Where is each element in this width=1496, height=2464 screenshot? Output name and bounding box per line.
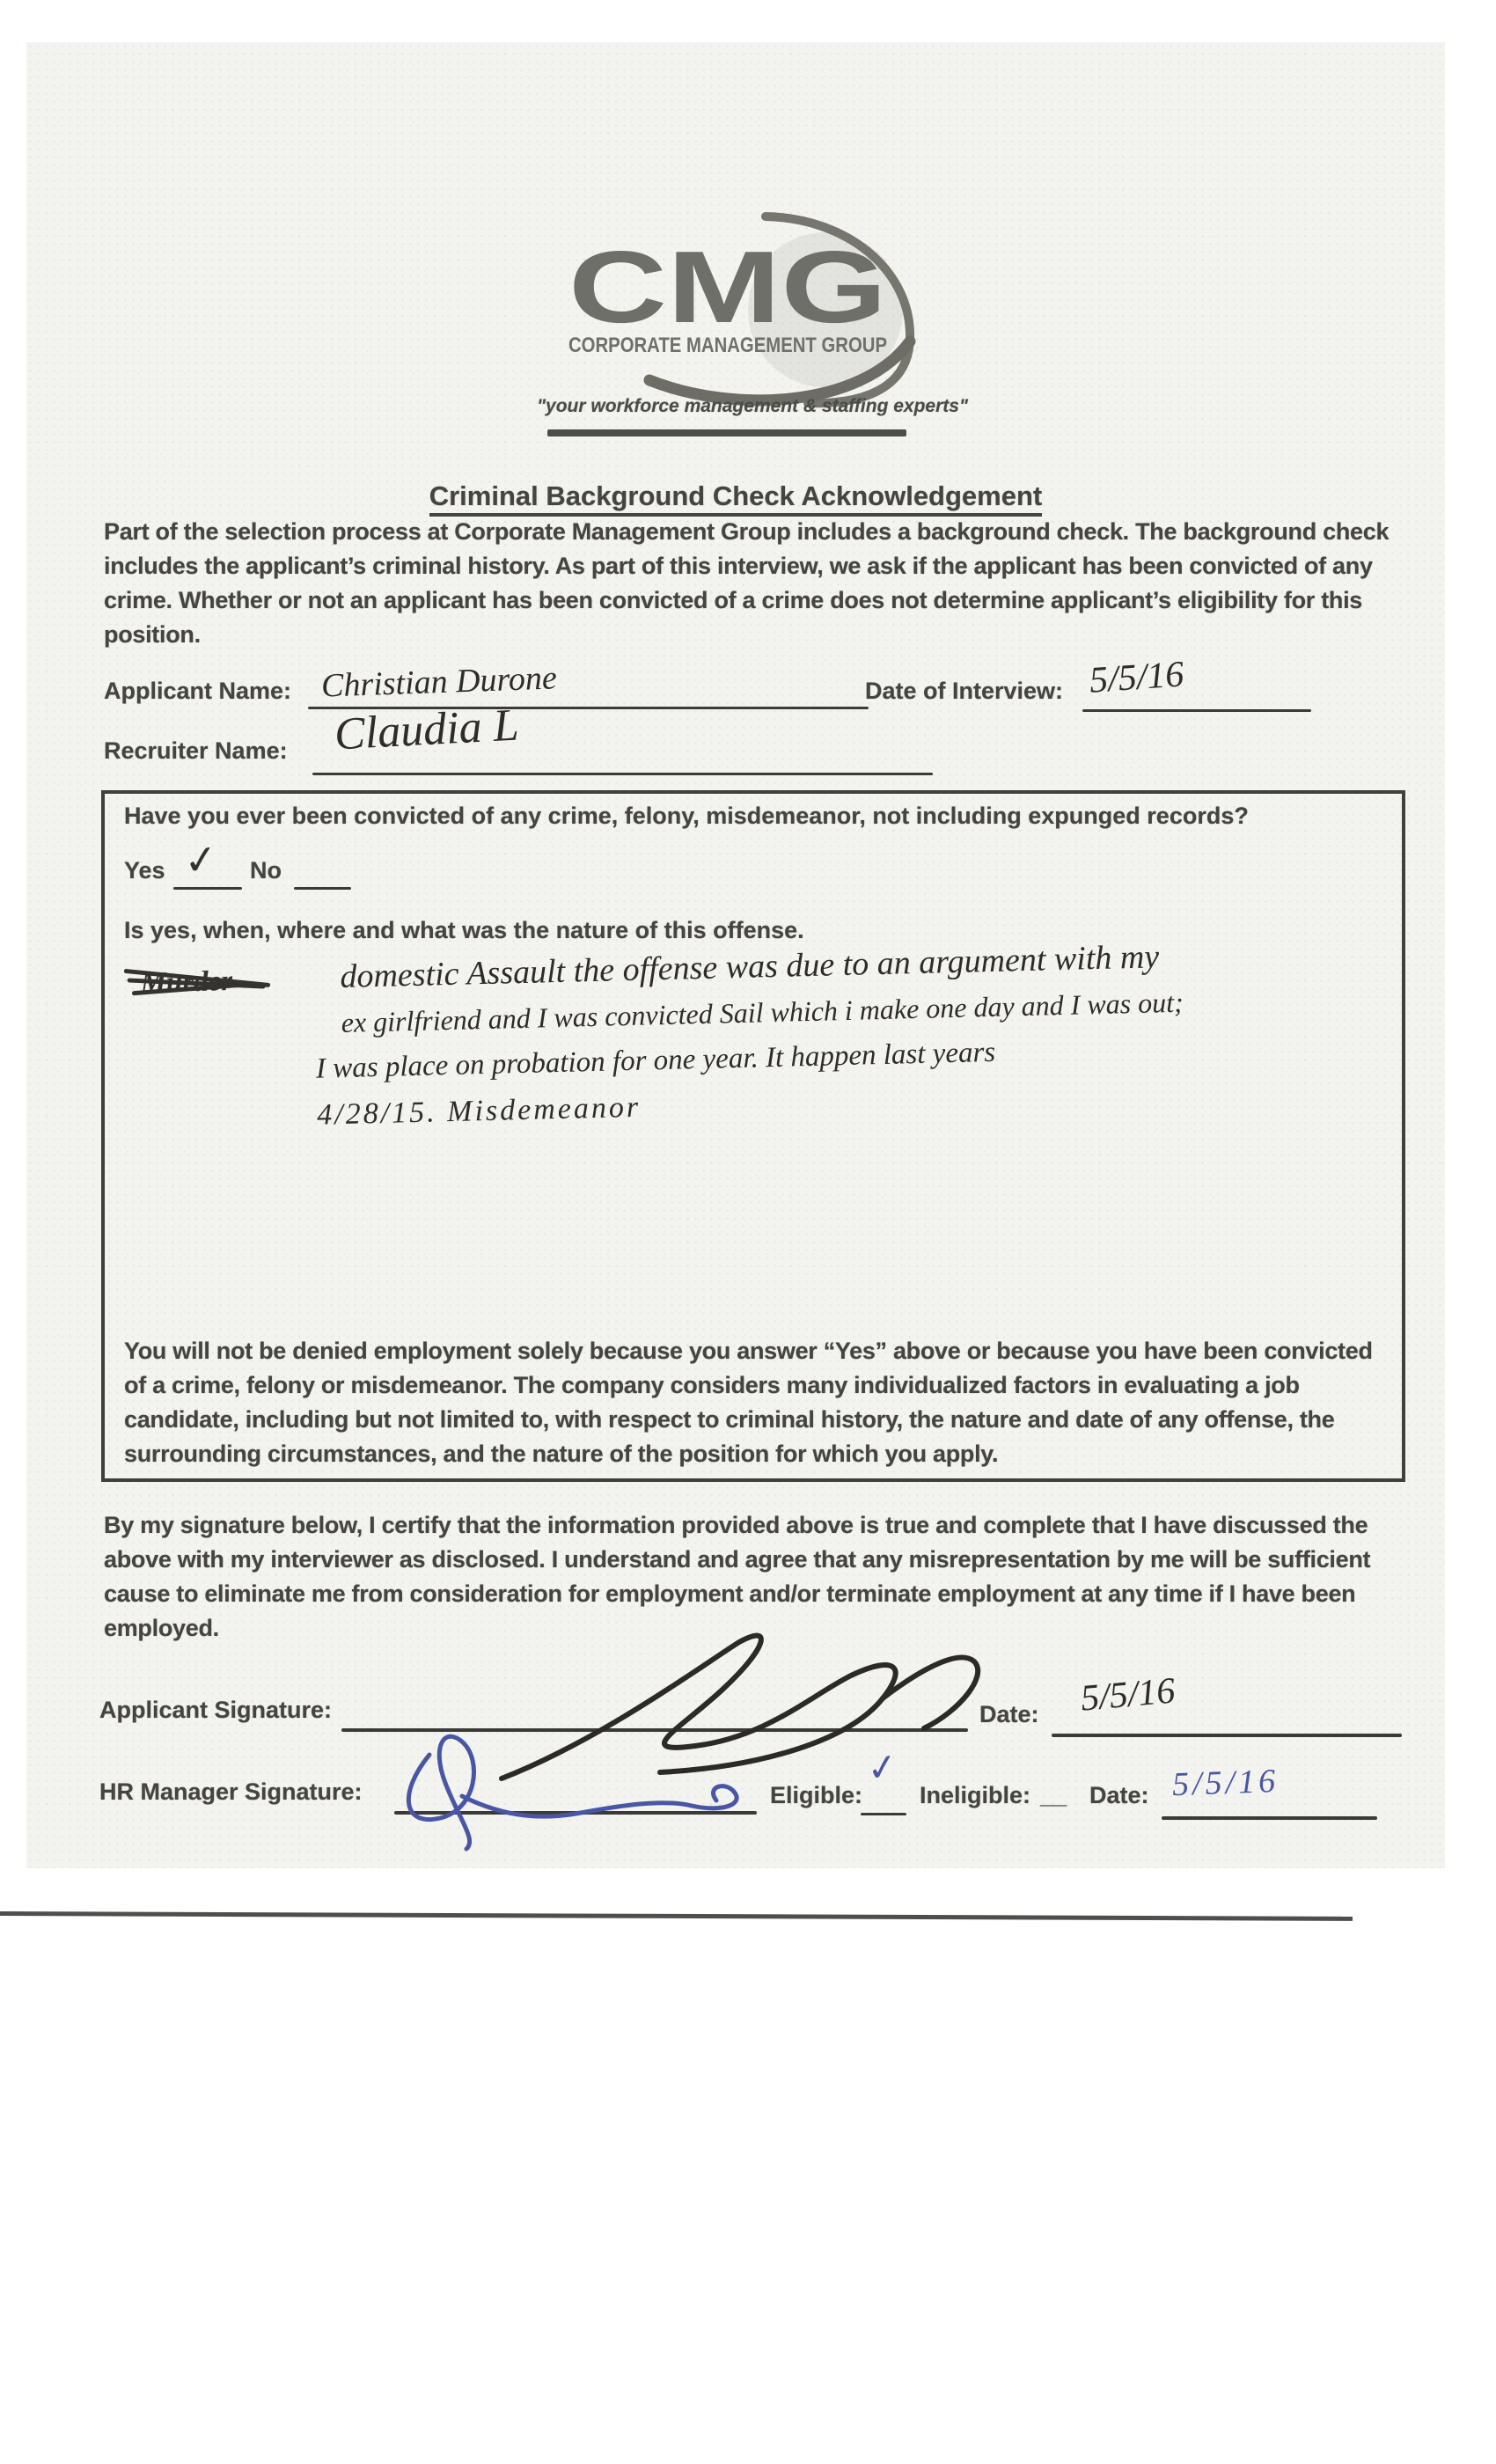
document-title: Criminal Background Check Acknowledgement — [429, 480, 1043, 517]
intro-paragraph: Part of the selection process at Corporate Management Group includes a background check. The background check includes the applicant’s criminal history. As part of this interview, we ask if the applicant has been convicted of any crime. Whether or not an applicant has been convicted of a crime does not determine applicant’s eligibility for this position. — [104, 518, 1390, 648]
hr-manager-signature — [378, 1712, 766, 1853]
recruiter-name-label: Recruiter Name: — [104, 737, 288, 764]
no-label: No — [250, 857, 282, 884]
eligible-label: Eligible: — [770, 1782, 863, 1808]
applicant-name-label: Applicant Name: — [104, 678, 292, 704]
hr-date-line — [1162, 1816, 1377, 1820]
certification-paragraph: By my signature below, I certify that the information provided above is true and complete that I have discussed the above with my interviewer as disclosed. I understand and agree that any misrepresentation by me will be sufficient cause to eliminate me from consideration for employment and/or terminate employment at any time if I have been employed. — [104, 1512, 1371, 1641]
logo-acronym: CMG — [568, 230, 887, 344]
question-box — [101, 790, 1405, 1482]
date-of-interview-line — [1082, 709, 1311, 712]
hr-date-handwriting: 5/5/16 — [1171, 1762, 1280, 1804]
yes-label: Yes — [124, 857, 165, 884]
applicant-date-label: Date: — [979, 1701, 1039, 1727]
logo-tagline: "your workforce management & staffing experts" — [537, 396, 968, 416]
recruiter-name-handwriting: Claudia L — [333, 700, 520, 760]
bottom-separator-line — [0, 1911, 1353, 1921]
conviction-question: Have you ever been convicted of any crime, felony, misdemeanor, not including expunged records? — [124, 803, 1249, 829]
if-yes-prompt: Is yes, when, where and what was the nature of this offense. — [124, 917, 804, 943]
answer-line-4: 4/28/15. Misdemeanor — [316, 1090, 642, 1132]
eligible-blank-line — [861, 1813, 906, 1815]
recruiter-name-line — [312, 773, 933, 775]
logo-company-name: CORPORATE MANAGEMENT GROUP — [568, 334, 887, 357]
applicant-signature-label: Applicant Signature: — [99, 1697, 333, 1723]
applicant-date-line — [1052, 1734, 1402, 1737]
applicant-name-handwriting: Christian Durone — [320, 659, 558, 705]
ineligible-label: Ineligible: — [920, 1782, 1031, 1808]
scanned-form — [26, 42, 1445, 1868]
date-of-interview-handwriting: 5/5/16 — [1088, 654, 1185, 701]
applicant-date-handwriting: 5/5/16 — [1079, 1670, 1177, 1720]
hr-manager-signature-label: HR Manager Signature: — [99, 1778, 363, 1805]
yes-blank-line — [173, 887, 242, 890]
answer-line-2: ex girlfriend and I was convicted Sail which i make one day and I was out; — [341, 986, 1184, 1038]
document-title-row — [26, 480, 1445, 512]
answer-line-1: domestic Assault the offense was due to an argument with my — [339, 938, 1160, 996]
notice-paragraph: You will not be denied employment solely because you answer “Yes” above or because you have been convicted of a crime, felony or misdemeanor. The company considers many individualized factors in evaluating a job candidate, including but not limited to, with respect to criminal history, the nature and date of any offense, the surrounding circumstances, and the nature of the position for which you apply. — [124, 1338, 1373, 1467]
answer-line-3: I was place on probation for one year. It happen last years — [315, 1036, 996, 1085]
cmg-logo — [544, 211, 957, 396]
yes-checkmark-icon: ✓ — [181, 834, 221, 885]
eligible-checkmark-icon: ✓ — [863, 1743, 901, 1792]
tagline-underline — [547, 429, 906, 436]
struck-word — [140, 965, 232, 1001]
date-of-interview-label: Date of Interview: — [865, 678, 1064, 704]
hr-date-label: Date: — [1089, 1782, 1149, 1808]
no-blank-line — [294, 887, 351, 890]
ineligible-blank: __ — [1040, 1782, 1067, 1808]
